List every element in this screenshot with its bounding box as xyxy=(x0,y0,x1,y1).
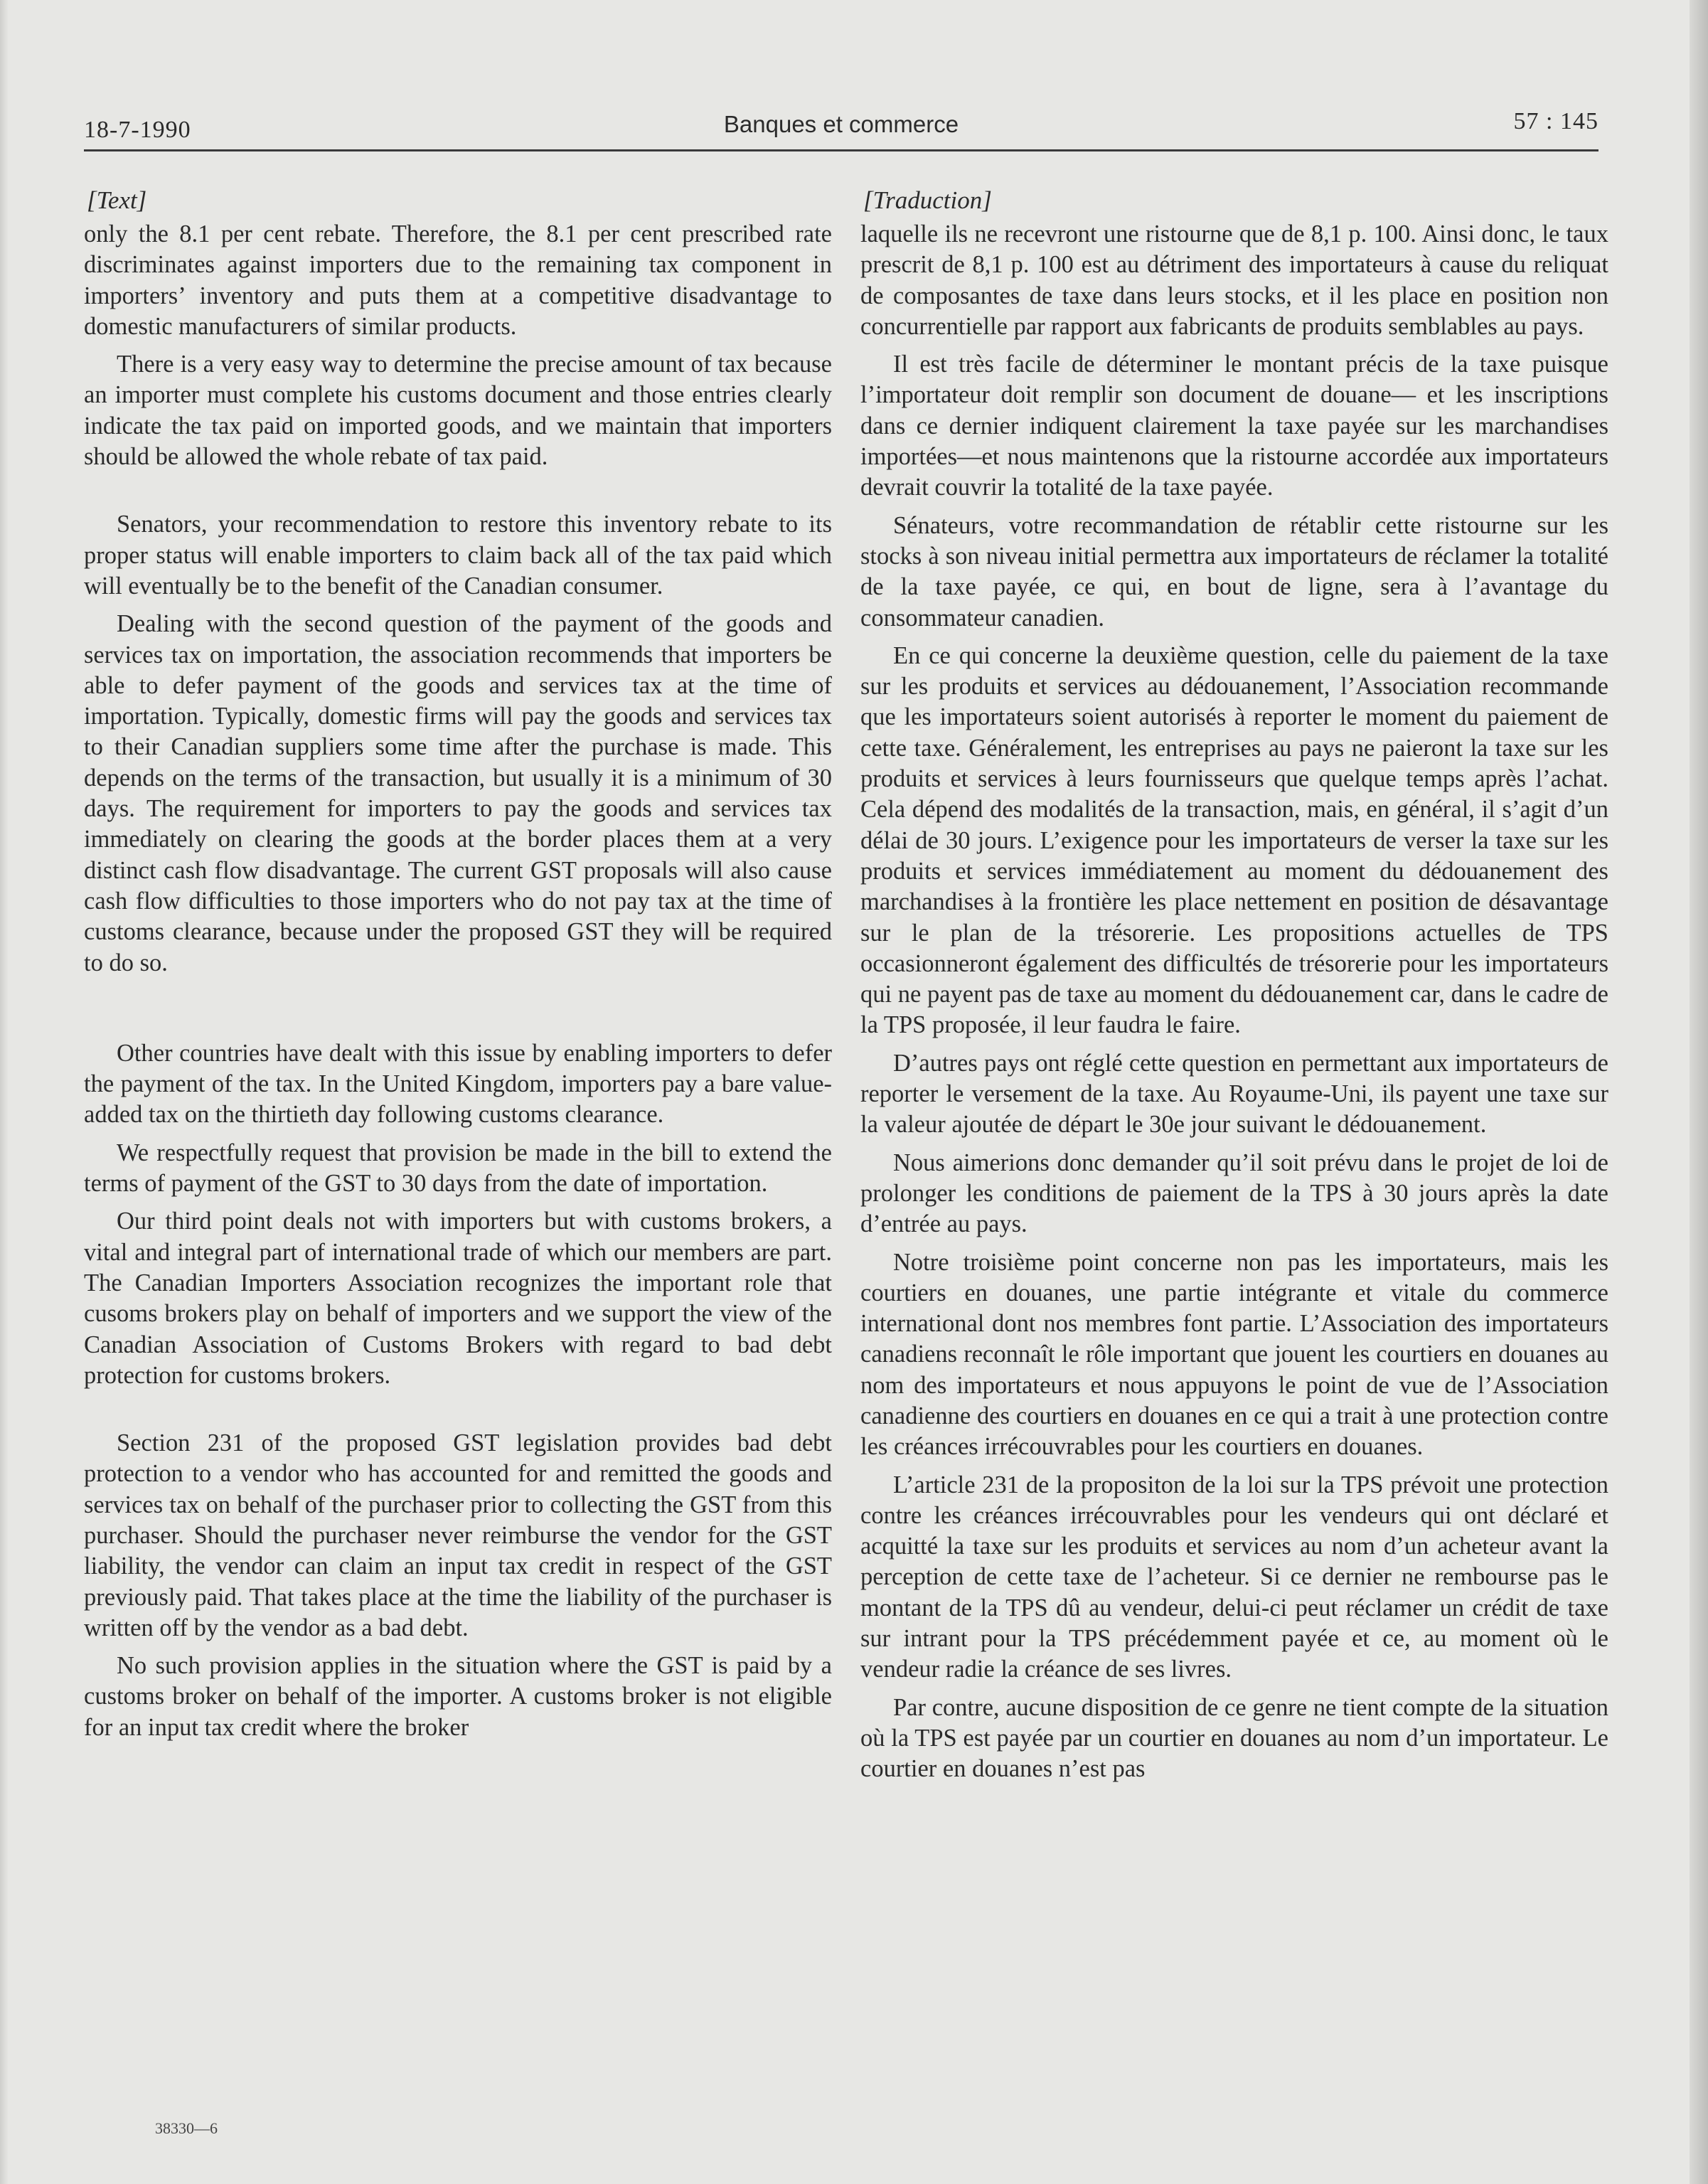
paragraph: Section 231 of the proposed GST legislation provides bad debt protection to a vendor who has accounted for and remitted the goods and services tax on behalf of the purchaser prior to collecting the GST from this purchaser. Should the purchaser never reimburse the vendor for the GST liability, the vendor can claim an input tax credit in respect of the GST previously paid. That takes place at the time the liability of the purchaser is written off by the vendor as a bad debt. xyxy=(84,1429,832,1641)
paragraph: We respectfully request that provision be made in the bill to extend the terms of payment of the GST to 30 days from the date of importation. xyxy=(84,1139,832,1198)
header-page-number: 57 : 145 xyxy=(1513,108,1598,134)
header-title: Banques et commerce xyxy=(723,111,959,137)
paragraph: Par contre, aucune disposition de ce genre ne tient compte de la situation où la TPS est payée par un courtier en douanes au nom d’un importateur. Le courtier en douanes n’est pas xyxy=(860,1693,1608,1783)
paragraph: There is a very easy way to determine the precise amount of tax because an importer must complete his customs document and those entries clearly indicate the tax paid on imported goods, and we maintain that importers should be allowed the whole rebate of tax paid. xyxy=(84,351,832,471)
paragraph: Nous aimerions donc demander qu’il soit prévu dans le projet de loi de prolonger les conditions de paiement de la TPS à 30 jours après la date d’entrée au pays. xyxy=(860,1149,1608,1238)
paragraph: only the 8.1 per cent rebate. Therefore, the 8.1 per cent prescribed rate discriminates against importers due to the remaining tax component in importers’ inventory and puts them at a competitive disadvantage to domestic manufacturers of similar products. xyxy=(84,220,832,340)
footer-code: 38330—6 xyxy=(155,2119,218,2137)
paragraph: L’article 231 de la propositon de la loi sur la TPS prévoit une protection contre les créances irrécouvrables pour les vendeurs qui ont déclaré et acquitté la taxe sur les produits et services au nom d’un acheteur avant la perception de cette taxe de l’acheteur. Si ce dernier ne rembourse pas le montant de la TPS dû au vendeur, delui-ci peut réclamer un crédit de taxe sur intrant pour la TPS précédemment payée et ce, au moment où le vendeur radie la créance de ses livres. xyxy=(860,1471,1608,1683)
header-date: 18-7-1990 xyxy=(84,117,191,143)
paragraph: En ce qui concerne la deuxième question, celle du paiement de la taxe sur les produits et services au dédouanement, l’Association recommande que les importateurs soient autorisés à reporter le moment du paiement de cette taxe. Généralement, les entreprises au pays ne paieront la taxe sur les produits et services à leurs fournisseurs que quelque temps après l’achat. Cela dépend des modalités de la transaction, mais, en général, il s’agit d’un délai de 30 jours. L’exigence pour les importateurs de verser la taxe sur les produits et services immédiatement au moment du dédouanement des marchandises à la frontière les place nettement en position de désavantage sur le plan de la trésorerie. Les propositions actuelles de TPS occasionneront également des difficultés de trésorerie pour les importateurs qui ne payent pas de taxe au moment du dédouanement car, dans le cadre de la TPS proposée, il leur faudra le faire. xyxy=(860,641,1608,1039)
page-edge-left xyxy=(0,0,9,2184)
header-rule xyxy=(84,149,1598,151)
paragraph: Notre troisième point concerne non pas les importateurs, mais les courtiers en douanes, une partie intégrante et vitale du commerce international dont nos membres font partie. L’Association des importateurs canadiens reconnaît le rôle important que jouent les courtiers en douanes au nom des importateurs et nous appuyons le point de vue de l’Association canadienne des courtiers en douanes en ce qui a trait à une protection contre les créances irrécouvrables pour les courtiers en douanes. xyxy=(860,1248,1608,1461)
page-header xyxy=(84,107,1598,149)
english-column xyxy=(84,183,832,1750)
paragraph: laquelle ils ne recevront une ristourne que de 8,1 p. 100. Ainsi donc, le taux prescrit de 8,1 p. 100 est au détriment des importateurs à cause du reliquat de composantes de taxe dans leurs stocks, et il les place en position non concurrentielle par rapport aux fabricants de produits semblables au pays. xyxy=(860,220,1608,340)
paragraph: No such provision applies in the situation where the GST is paid by a customs broker on behalf of the importer. A customs broker is not eligible for an input tax credit where the broker xyxy=(84,1652,832,1741)
paragraph: Other countries have dealt with this issue by enabling importers to defer the payment of the tax. In the United Kingdom, importers pay a bare value-added tax on the thirtieth day following customs clearance. xyxy=(84,1039,832,1129)
paragraph: D’autres pays ont réglé cette question en permettant aux importateurs de reporter le versement de la taxe. Au Royaume-Uni, ils payent une taxe sur la valeur ajoutée de départ le 30e jour suivant le dédouanement. xyxy=(860,1049,1608,1139)
column-label-text: [Text] xyxy=(87,186,147,214)
paragraph: Sénateurs, votre recommandation de rétablir cette ristourne sur les stocks à son niveau initial permettra aux importateurs de réclamer la totalité de la taxe payée, ce qui, en bout de ligne, sera à l’avantage du consommateur canadien. xyxy=(860,511,1608,632)
paragraph: Our third point deals not with importers but with customs brokers, a vital and integral part of international trade of which our members are part. The Canadian Importers Association recognizes the important role that cusoms brokers play on behalf of importers and we support the view of the Canadian Association of Customs Brokers with regard to bad debt protection for customs brokers. xyxy=(84,1208,832,1389)
french-column xyxy=(860,183,1608,1792)
paragraph: Dealing with the second question of the payment of the goods and services tax on importation, the association recommends that importers be able to defer payment of the goods and services tax at the time of importation. Typically, domestic firms will pay the goods and services tax to their Canadian suppliers some time after the purchase is made. This depends on the terms of the transaction, but usually it is a minimum of 30 days. The requirement for importers to pay the goods and services tax immediately on clearing the goods at the border places them at a very distinct cash flow disadvantage. The current GST proposals will also cause cash flow difficulties to those importers who do not pay tax at the time of customs clearance, because under the proposed GST they will be required to do so. xyxy=(84,610,832,976)
paragraph: Senators, your recommendation to restore this inventory rebate to its proper status will enable importers to claim back all of the tax paid which will eventually be to the benefit of the Canadian consumer. xyxy=(84,511,832,600)
paragraph: Il est très facile de déterminer le montant précis de la taxe puisque l’importateur doit remplir son document de douane— et les inscriptions dans ce dernier indiquent clairement la taxe payée sur les marchandises importées—et nous maintenons que la ristourne accordée aux importateurs devrait couvrir la totalité de la taxe payée. xyxy=(860,351,1608,501)
page-edge-right xyxy=(1690,0,1708,2184)
column-label-traduction: [Traduction] xyxy=(863,186,992,214)
